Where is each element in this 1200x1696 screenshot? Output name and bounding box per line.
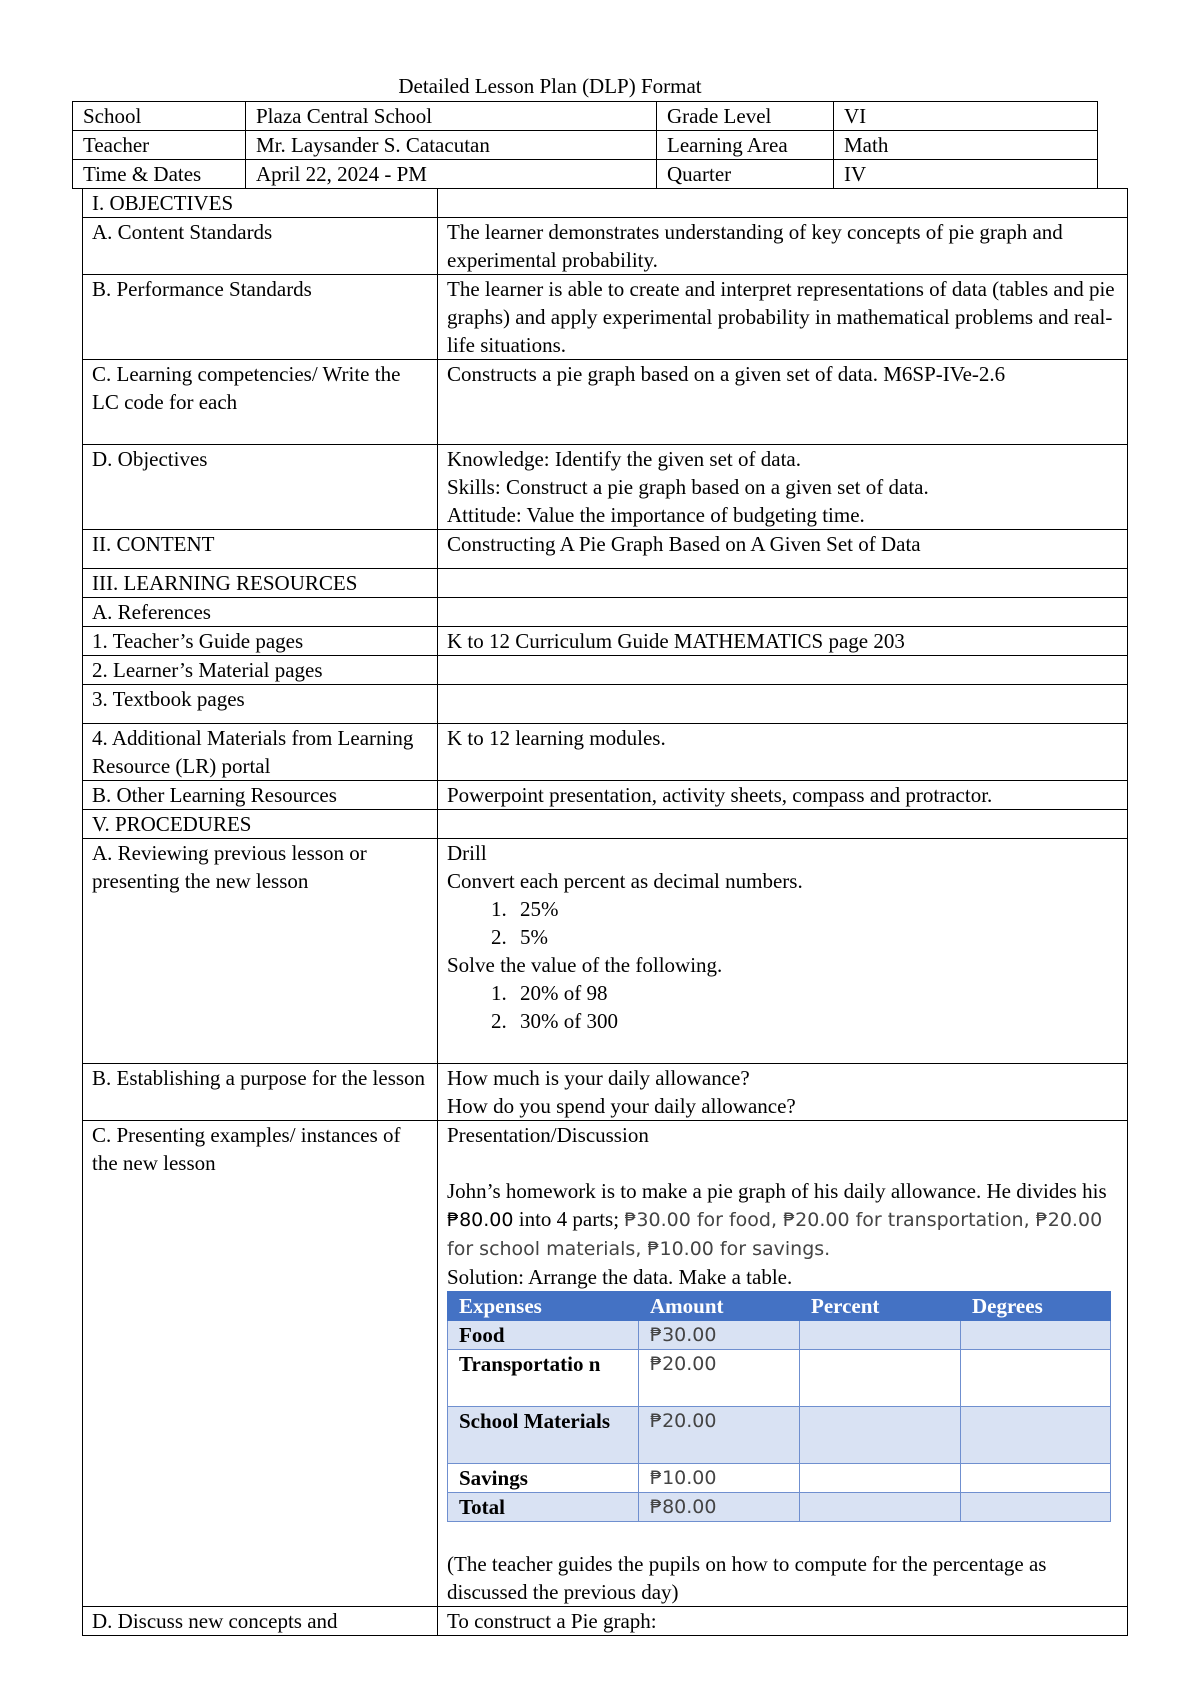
row-textbook [83, 685, 1128, 724]
table-row [448, 1464, 1111, 1493]
table-row [448, 1407, 1111, 1464]
discuss-label: D. Discuss new concepts and [83, 1607, 438, 1636]
row-learning-competencies [83, 360, 1128, 445]
row-learners-material [83, 656, 1128, 685]
teacher-value: Mr. Laysander S. Catacutan [246, 131, 657, 160]
content-label: II. CONTENT [83, 530, 438, 569]
expense-name: Savings [448, 1464, 639, 1493]
discuss-value: To construct a Pie graph: [438, 1607, 1128, 1636]
row-review [83, 839, 1128, 1064]
row-learning-resources [83, 569, 1128, 598]
learners-material-label: 2. Learner’s Material pages [83, 656, 438, 685]
review-solve: Solve the value of the following. [447, 953, 723, 977]
teachers-guide-value: K to 12 Curriculum Guide MATHEMATICS page 203 [438, 627, 1128, 656]
row-procedures [83, 810, 1128, 839]
row-purpose [83, 1064, 1128, 1121]
expense-amount: ₱20.00 [639, 1407, 800, 1464]
column-header: Amount [639, 1292, 800, 1321]
row-performance-standards [83, 275, 1128, 360]
purpose-label: B. Establishing a purpose for the lesson [83, 1064, 438, 1121]
teachers-guide-label: 1. Teacher’s Guide pages [83, 627, 438, 656]
review-label: A. Reviewing previous lesson or presenting the new lesson [83, 839, 438, 1064]
list-item: 1. 20% of 98 [512, 979, 1118, 1007]
row-discuss [83, 1607, 1128, 1636]
review-convert: Convert each percent as decimal numbers. [447, 869, 803, 893]
content-standards-label: A. Content Standards [83, 218, 438, 275]
objective-skills: Skills: Construct a pie graph based on a given set of data. [447, 475, 929, 499]
row-references [83, 598, 1128, 627]
presentation-heading: Presentation/Discussion [447, 1123, 649, 1147]
list-item: 2. 30% of 300 [512, 1007, 1118, 1035]
document-title: Detailed Lesson Plan (DLP) Format [398, 74, 702, 98]
expense-table [447, 1291, 1111, 1522]
header-row-school [73, 102, 1098, 131]
time-dates-label: Time & Dates [73, 160, 246, 189]
expense-amount: ₱20.00 [639, 1350, 800, 1407]
learning-competencies-label: C. Learning competencies/ Write the LC code for each [83, 360, 438, 445]
presentation-note: (The teacher guides the pupils on how to compute for the percentage as discussed the previous day) [447, 1552, 1047, 1604]
row-content [83, 530, 1128, 569]
quarter-value: IV [834, 160, 1098, 189]
grade-level-label: Grade Level [657, 102, 834, 131]
presentation-solution: Solution: Arrange the data. Make a table. [447, 1265, 793, 1289]
row-other-resources [83, 781, 1128, 810]
list-item: 2. 5% [512, 923, 1118, 951]
grade-level-value: VI [834, 102, 1098, 131]
table-row [448, 1350, 1111, 1407]
expense-table-header [448, 1292, 1111, 1321]
textbook-label: 3. Textbook pages [83, 685, 438, 724]
row-objectives [83, 189, 1128, 218]
other-resources-label: B. Other Learning Resources [83, 781, 438, 810]
expense-name: Transportatio n [448, 1350, 639, 1407]
row-objectives-detail [83, 445, 1128, 530]
procedures-heading: V. PROCEDURES [83, 810, 438, 839]
expense-amount: ₱10.00 [639, 1464, 800, 1493]
purpose-question-2: How do you spend your daily allowance? [447, 1094, 796, 1118]
objectives-heading: I. OBJECTIVES [83, 189, 438, 218]
purpose-question-1: How much is your daily allowance? [447, 1066, 750, 1090]
references-label: A. References [83, 598, 438, 627]
table-row [448, 1493, 1111, 1522]
column-header: Degrees [961, 1292, 1111, 1321]
lesson-plan-table [82, 188, 1128, 1636]
expense-name: School Materials [448, 1407, 639, 1464]
content-value: Constructing A Pie Graph Based on A Given Set of Data [438, 530, 1128, 569]
additional-materials-label: 4. Additional Materials from Learning Resource (LR) portal [83, 724, 438, 781]
learning-competencies-value: Constructs a pie graph based on a given set of data. M6SP-IVe-2.6 [438, 360, 1128, 445]
time-dates-value: April 22, 2024 - PM [246, 160, 657, 189]
row-content-standards [83, 218, 1128, 275]
header-row-time [73, 160, 1098, 189]
column-header: Percent [800, 1292, 961, 1321]
other-resources-value: Powerpoint presentation, activity sheets, compass and protractor. [438, 781, 1128, 810]
expense-name: Food [448, 1321, 639, 1350]
performance-standards-value: The learner is able to create and interpret representations of data (tables and pie graphs) and apply experimental probability in mathematical problems and real-life situations. [438, 275, 1128, 360]
learning-resources-heading: III. LEARNING RESOURCES [83, 569, 438, 598]
row-teachers-guide [83, 627, 1128, 656]
review-drill: Drill [447, 841, 487, 865]
quarter-label: Quarter [657, 160, 834, 189]
list-item: 1. 25% [512, 895, 1118, 923]
table-row [448, 1321, 1111, 1350]
solve-list [447, 979, 1118, 1035]
convert-list [447, 895, 1118, 951]
additional-materials-value: K to 12 learning modules. [438, 724, 1128, 781]
presentation-text: John’s homework is to make a pie graph of his daily allowance. He divides his ₱80.00 into 4 parts; ₱30.00 for food, ₱20.00 for transportation, ₱20.00 for school materials, ₱10.00 for savings. [447, 1179, 1107, 1260]
column-header: Expenses [448, 1292, 639, 1321]
learning-area-value: Math [834, 131, 1098, 160]
objective-knowledge: Knowledge: Identify the given set of data. [447, 447, 801, 471]
school-label: School [73, 102, 246, 131]
expense-amount: ₱30.00 [639, 1321, 800, 1350]
presenting-label: C. Presenting examples/ instances of the new lesson [83, 1121, 438, 1607]
objectives-label: D. Objectives [83, 445, 438, 530]
header-table [72, 101, 1098, 189]
content-standards-value: The learner demonstrates understanding of key concepts of pie graph and experimental probability. [438, 218, 1128, 275]
row-additional-materials [83, 724, 1128, 781]
school-value: Plaza Central School [246, 102, 657, 131]
objective-attitude: Attitude: Value the importance of budgeting time. [447, 503, 865, 527]
performance-standards-label: B. Performance Standards [83, 275, 438, 360]
expense-name: Total [448, 1493, 639, 1522]
header-row-teacher [73, 131, 1098, 160]
row-presenting [83, 1121, 1128, 1607]
teacher-label: Teacher [73, 131, 246, 160]
expense-amount: ₱80.00 [639, 1493, 800, 1522]
learning-area-label: Learning Area [657, 131, 834, 160]
